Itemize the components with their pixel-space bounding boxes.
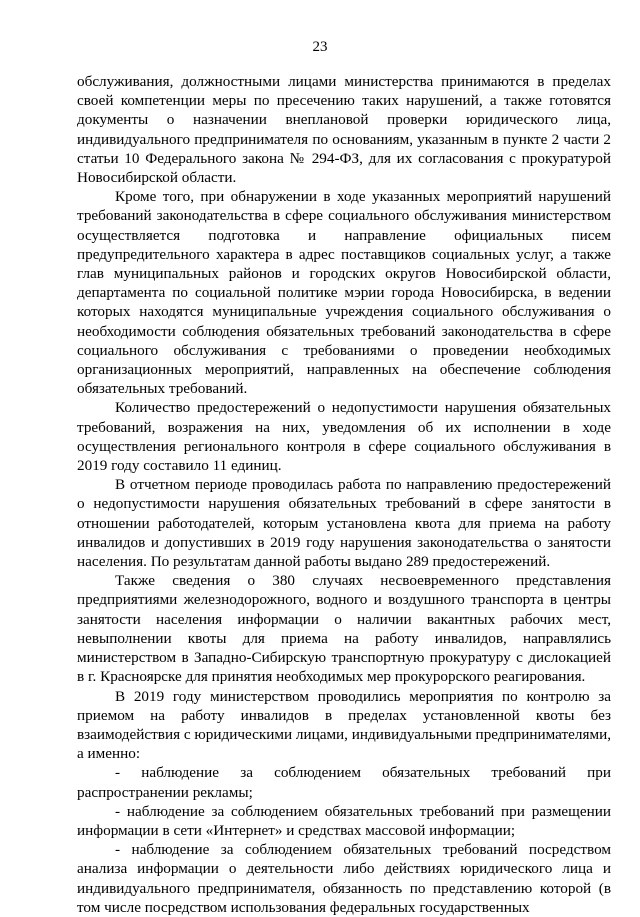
paragraph-continuation: обслуживания, должностными лицами министерства принимаются в пределах своей компетенции меры по пресечению таких нарушений, а также готовятся документы о назначении внеплановой проверки юридического лица, индивидуального предпринимателя по основаниям, указанным в пункте 2 части 2 статьи 10 Федерального закона № 294-ФЗ, для их согласования с прокуратурой Новосибирской области.: [77, 73, 611, 187]
list-item-information-analysis: - наблюдение за соблюдением обязательных требований посредством анализа информации о деятельности либо действиях юридического лица и индивидуального предпринимателя, обязанность по представлению которой (в том числе посредством использования федеральных государственных: [77, 841, 611, 916]
list-item-internet-media: - наблюдение за соблюдением обязательных требований при размещении информации в сети «Интернет» и средствах массовой информации;: [77, 802, 611, 839]
paragraph-employment-warnings: В отчетном периоде проводилась работа по направлению предостережений о недопустимости нарушения обязательных требований в сфере занятости в отношении работодателей, которым установлена квота для приема на работу инвалидов и допустивших в 2019 году нарушения законодательства о занятости населения. По результатам данной работы выдано 289 предостережений.: [77, 476, 611, 571]
paragraph-control-measures: В 2019 году министерством проводились мероприятия по контролю за приемом на работу инвалидов в пределах установленной квоты без взаимодействия с юридическими лицами, индивидуальными предпринимателями, а именно:: [77, 687, 611, 763]
page-number: 23: [312, 39, 328, 55]
list-item-advertising: - наблюдение за соблюдением обязательных требований при распространении рекламы;: [77, 764, 611, 801]
document-body: [77, 72, 611, 917]
paragraph-warnings-count: Количество предостережений о недопустимости нарушения обязательных требований, возражения на них, уведомления об их исполнении в ходе осуществления регионального контроля в сфере социального обслуживания в 2019 году составило 11 единиц.: [77, 399, 611, 475]
paragraph-transport-cases: Также сведения о 380 случаях несвоевременного представления предприятиями железнодорожного, водного и воздушного транспорта в центры занятости населения информации о наличии вакантных рабочих мест, невыполнении квоты для приема на работу инвалидов, направлялись министерством в Западно-Сибирскую транспортную прокуратуру с дислокацией в г. Красноярске для принятия необходимых мер прокурорского реагирования.: [77, 572, 611, 686]
paragraph-warning-letters: Кроме того, при обнаружении в ходе указанных мероприятий нарушений требований законодательства в сфере социального обслуживания министерством осуществляется подготовка и направление официальных писем предупредительного характера в адрес поставщиков социальных услуг, а также глав муниципальных районов и городских округов Новосибирской области, департамента по социальной политике мэрии города Новосибирска, в ведении которых находятся муниципальные учреждения социального обслуживания о необходимости соблюдения обязательных требований законодательства в сфере социального обслуживания с требованиями о проведении необходимых организационных мероприятий, направленных на обеспечение соблюдения обязательных требований.: [77, 188, 611, 398]
